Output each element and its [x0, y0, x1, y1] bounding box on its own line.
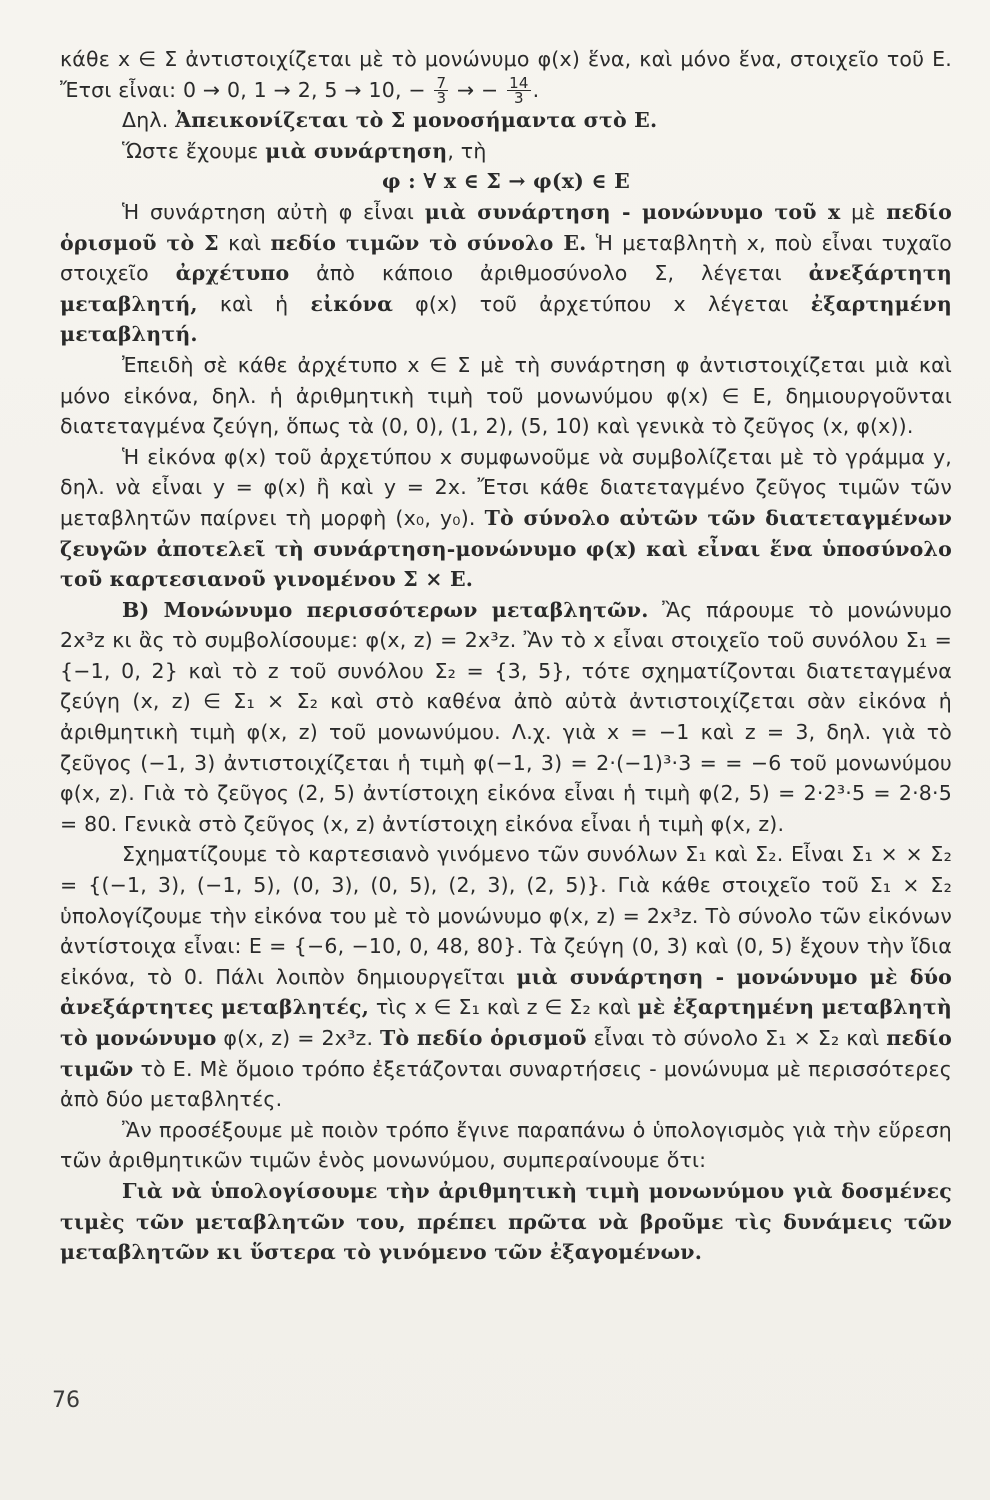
paragraph-3: Ὥστε ἔχουμε μιὰ συνάρτηση, τὴ: [122, 138, 487, 163]
paragraph-6: Ἡ εἰκόνα φ(x) τοῦ ἀρχετύπου x συμφωνοῦμε νὰ συμβολίζεται μὲ τὸ γράμμα y, δηλ. νὰ εἶναι y = φ(x) ἢ καὶ y = 2x. Ἔτσι κάθε διατεταγμένο ζεῦγος τιμῶν τῶν μεταβλητῶν παίρνει τὴ μορφὴ (x₀, y₀). Τὸ σύνολο αὐτῶν τῶν διατεταγμένων ζευγῶν ἀποτελεῖ τὴ συνάρτηση-μονώνυμο φ(x) καὶ εἶναι ἕνα ὑποσύνολο τοῦ καρτεσιανοῦ γινομένου Σ × Ε.: [60, 444, 952, 592]
page-body: [60, 44, 952, 1268]
fraction-14-3: $\frac{14}{3}$: [509, 74, 529, 108]
p1-arrow: → −: [456, 77, 499, 102]
page-number: 76: [52, 1388, 80, 1413]
paragraph-4: Ἡ συνάρτηση αὐτὴ φ εἶναι μιὰ συνάρτηση - μονώνυμο τοῦ x μὲ πεδίο ὁρισμοῦ τὸ Σ καὶ πεδίο τιμῶν τὸ σύνολο Ε. Ἡ μεταβλητὴ x, ποὺ εἶναι τυχαῖο στοιχεῖο ἀρχέτυπο ἀπὸ κάποιο ἀριθμοσύνολο Σ, λέγεται ἀνεξάρτητη μεταβλητή, καὶ ἡ εἰκόνα φ(x) τοῦ ἀρχετύπου x λέγεται ἐξαρτημένη μεταβλητή.: [60, 199, 953, 347]
paragraph-5: Ἐπειδὴ σὲ κάθε ἀρχέτυπο x ∈ Σ μὲ τὴ συνάρτηση φ ἀντιστοιχίζεται μιὰ καὶ μόνο εἰκόνα, δηλ. ἡ ἀριθμητικὴ τιμὴ τοῦ μονωνύμου φ(x) ∈ Ε, δημιουργοῦνται διατεταγμένα ζεύγη, ὅπως τὰ (0, 0), (1, 2), (5, 10) καὶ γενικὰ τὸ ζεῦγος (x, φ(x)).: [60, 352, 952, 439]
paragraph-1: κάθε x ∈ Σ ἀντιστοιχίζεται μὲ τὸ μονώνυμο φ(x) ἕνα, καὶ μόνο ἕνα, στοιχεῖο τοῦ Ε. Ἔτσι εἶναι: 0 → 0, 1 → 2, 5 → 10, − $\frac{7}{3}$ → − $\frac{14}{3}$ .: [60, 47, 952, 108]
fraction-7-3: $\frac{7}{3}$: [436, 74, 447, 108]
paragraph-8: Σχηματίζουμε τὸ καρτεσιανὸ γινόμενο τῶν συνόλων Σ₁ καὶ Σ₂. Εἶναι Σ₁ × × Σ₂ = {(−1, 3), (−1, 5), (0, 3), (0, 5), (2, 3), (2, 5)}. Γιὰ κάθε στοιχεῖο τοῦ Σ₁ × Σ₂ ὑπολογίζουμε τὴν εἰκόνα του μὲ τὸ μονώνυμο φ(x, z) = 2x³z. Τὸ σύνολο τῶν εἰκόνων ἀντίστοιχα εἶναι: Ε = {−6, −10, 0, 48, 80}. Τὰ ζεύγη (0, 3) καὶ (0, 5) ἔχουν τὴν ἴδια εἰκόνα, τὸ 0. Πάλι λοιπὸν δημιουργεῖται μιὰ συνάρτηση - μονώνυμο μὲ δύο ἀνεξάρτητες μεταβλητές, τὶς x ∈ Σ₁ καὶ z ∈ Σ₂ καὶ μὲ ἐξαρτημένη μεταβλητὴ τὸ μονώνυμο φ(x, z) = 2x³z. Τὸ πεδίο ὁρισμοῦ εἶναι τὸ σύνολο Σ₁ × Σ₂ καὶ πεδίο τιμῶν τὸ Ε. Μὲ ὅμοιο τρόπο ἐξετάζονται συναρτήσεις - μονώνυμα μὲ περισσότερες ἀπὸ δύο μεταβλητές.: [60, 842, 952, 1112]
section-heading: Β) Μονώνυμο περισσότερων μεταβλητῶν.: [122, 597, 649, 622]
formula: φ : ∀ x ∈ Σ → φ(x) ∈ Ε: [382, 169, 630, 194]
p1-text: κάθε x ∈ Σ ἀντιστοιχίζεται μὲ τὸ μονώνυμο φ(x) ἕνα, καὶ μόνο ἕνα, στοιχεῖο τοῦ Ε. Ἔτσι εἶναι: 0 → 0, 1 → 2, 5 → 10, −: [60, 47, 952, 102]
paragraph-9: Ἂν προσέξουμε μὲ ποιὸν τρόπο ἔγινε παραπάνω ὁ ὑπολογισμὸς γιὰ τὴν εὕρεση τῶν ἀριθμητικῶν τιμῶν ἑνὸς μονωνύμου, συμπεραίνουμε ὅτι:: [60, 1117, 952, 1173]
paragraph-2: Δηλ. Ἀπεικονίζεται τὸ Σ μονοσήμαντα στὸ Ε.: [122, 108, 658, 133]
paragraph-7: Β) Μονώνυμο περισσότερων μεταβλητῶν. Ἂς πάρουμε τὸ μονώνυμο 2x³z κι ἂς τὸ συμβολίσουμε: φ(x, z) = 2x³z. Ἂν τὸ x εἶναι στοιχεῖο τοῦ συνόλου Σ₁ = {−1, 0, 2} καὶ τὸ z τοῦ συνόλου Σ₂ = {3, 5}, τότε σχηματίζονται διατεταγμένα ζεύγη (x, z) ∈ Σ₁ × Σ₂ καὶ στὸ καθένα ἀπὸ αὐτὰ ἀντιστοιχίζεται σὰν εἰκόνα ἡ ἀριθμητικὴ τιμὴ φ(x, z) τοῦ μονωνύμου. Λ.χ. γιὰ x = −1 καὶ z = 3, δηλ. γιὰ τὸ ζεῦγος (−1, 3) ἀντιστοιχίζεται ἡ τιμὴ φ(−1, 3) = 2·(−1)³·3 = = −6 τοῦ μονωνύμου φ(x, z). Γιὰ τὸ ζεῦγος (2, 5) ἀντίστοιχη εἰκόνα εἶναι ἡ τιμὴ φ(2, 5) = 2·2³·5 = 2·8·5 = 80. Γενικὰ στὸ ζεῦγος (x, z) ἀντίστοιχη εἰκόνα εἶναι ἡ τιμὴ φ(x, z).: [60, 597, 952, 836]
rule-statement: Γιὰ νὰ ὑπολογίσουμε τὴν ἀριθμητικὴ τιμὴ μονωνύμου γιὰ δοσμένες τιμὲς τῶν μεταβλητῶν του, πρέπει πρῶτα νὰ βροῦμε τὶς δυνάμεις τῶν μεταβλητῶν κι ὕστερα τὸ γινόμενο τῶν ἐξαγομένων.: [60, 1178, 952, 1265]
